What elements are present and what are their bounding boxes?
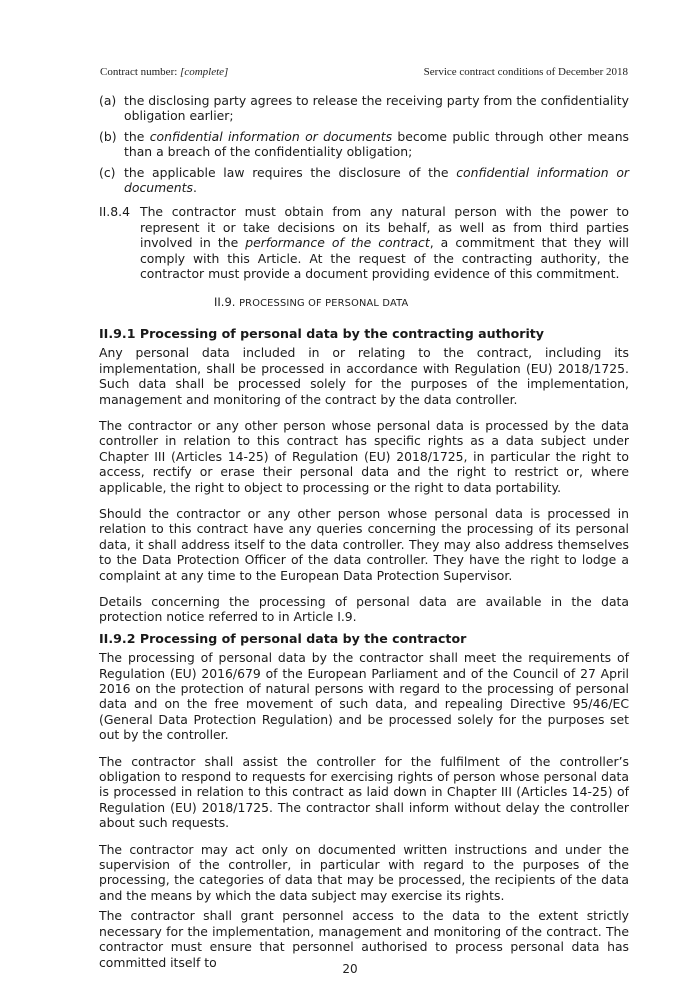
contract-number: Contract number: [complete] [100, 66, 229, 78]
paragraph: Any personal data included in or relating to the contract, including its implementation, shall be processed in accordance with Regulation (EU) 2018/1725. Such data shall be processed solely for the purposes of the implementation, management and monitoring of the contract by the data controller. [99, 345, 629, 407]
paragraph: The contractor shall grant personnel access to the data to the extent strictly necessary for the implementation, management and monitoring of the contract. The contractor must ensure that personnel authorised to process personal data has committed itself to [99, 908, 629, 970]
list-text: the confidential information or documents become public through other means than a breach of the confidentiality obligation; [124, 128, 629, 160]
list-item [99, 165, 629, 196]
paragraph: Details concerning the processing of personal data are available in the data protection notice referred to in Article I.9. [99, 593, 629, 625]
document-body [99, 93, 629, 981]
list-item [99, 129, 629, 160]
paragraph: The contractor may act only on documented written instructions and under the supervision of the controller, in particular with regard to the purposes of the processing, the categories of data that may be processed, the recipients of the data and the means by which the data subject may exercise its rights. [99, 841, 629, 903]
paragraph: The contractor or any other person whose personal data is processed by the data controller in relation to this contract has specific rights as a data subject under Chapter III (Articles 14-25) of Regulation (EU) 2018/1725, in particular the right to access, rectify or erase their personal data and the right to restrict or, where applicable, the right to object to processing or the right to data portability. [99, 417, 629, 495]
article-text: The contractor must obtain from any natural person with the power to represent it or take decisions on its behalf, as well as from third parties involved in the performance of the contract, a commitment that they will comply with this Article. At the request of the contracting authority, the contractor must provide a document providing evidence of this commitment. [140, 204, 629, 282]
list-label: (c) [99, 164, 116, 180]
contract-number-value: [complete] [180, 66, 229, 78]
list-text: the applicable law requires the disclosure of the confidential information or documents. [124, 164, 629, 196]
list-text: the disclosing party agrees to release the receiving party from the confidentiality obligation earlier; [124, 93, 629, 124]
article-number: II.8.4 [99, 204, 130, 220]
paragraph: Should the contractor or any other person whose personal data is processed in relation to this contract have any queries concerning the processing of its personal data, it shall address itself to the data controller. They may also address themselves to the Data Protection Officer of the data controller. They have the right to lodge a complaint at any time to the European Data Protection Supervisor. [99, 505, 629, 583]
page-number: 20 [342, 962, 358, 976]
section-title: PROCESSING OF PERSONAL DATA [239, 298, 409, 310]
list-label: (b) [99, 128, 117, 144]
list-label: (a) [99, 93, 117, 108]
section-heading [99, 295, 629, 311]
article-ii-8-4 [99, 204, 629, 281]
page-header [100, 66, 628, 78]
paragraph: The processing of personal data by the contractor shall meet the requirements of Regulation (EU) 2016/679 of the European Parliament and of the Council of 27 April 2016 on the protection of natural persons with regard to the processing of personal data and on the free movement of such data, and repealing Directive 95/46/EC (General Data Protection Regulation) and be processed solely for the purposes set out by the controller. [99, 650, 629, 743]
subsection-heading: II.9.1 Processing of personal data by the contracting authority [99, 325, 544, 341]
list-item [99, 93, 629, 124]
section-number: II.9. [214, 295, 236, 310]
conditions-date: Service contract conditions of December 2018 [423, 66, 628, 78]
paragraph: The contractor shall assist the controller for the fulfilment of the controller’s obligation to respond to requests for exercising rights of person whose personal data is processed in relation to this contract as laid down in Chapter III (Articles 14-25) of Regulation (EU) 2018/1725. The contractor shall inform without delay the controller about such requests. [99, 753, 629, 831]
subsection-heading: II.9.2 Processing of personal data by the contractor [99, 630, 467, 646]
